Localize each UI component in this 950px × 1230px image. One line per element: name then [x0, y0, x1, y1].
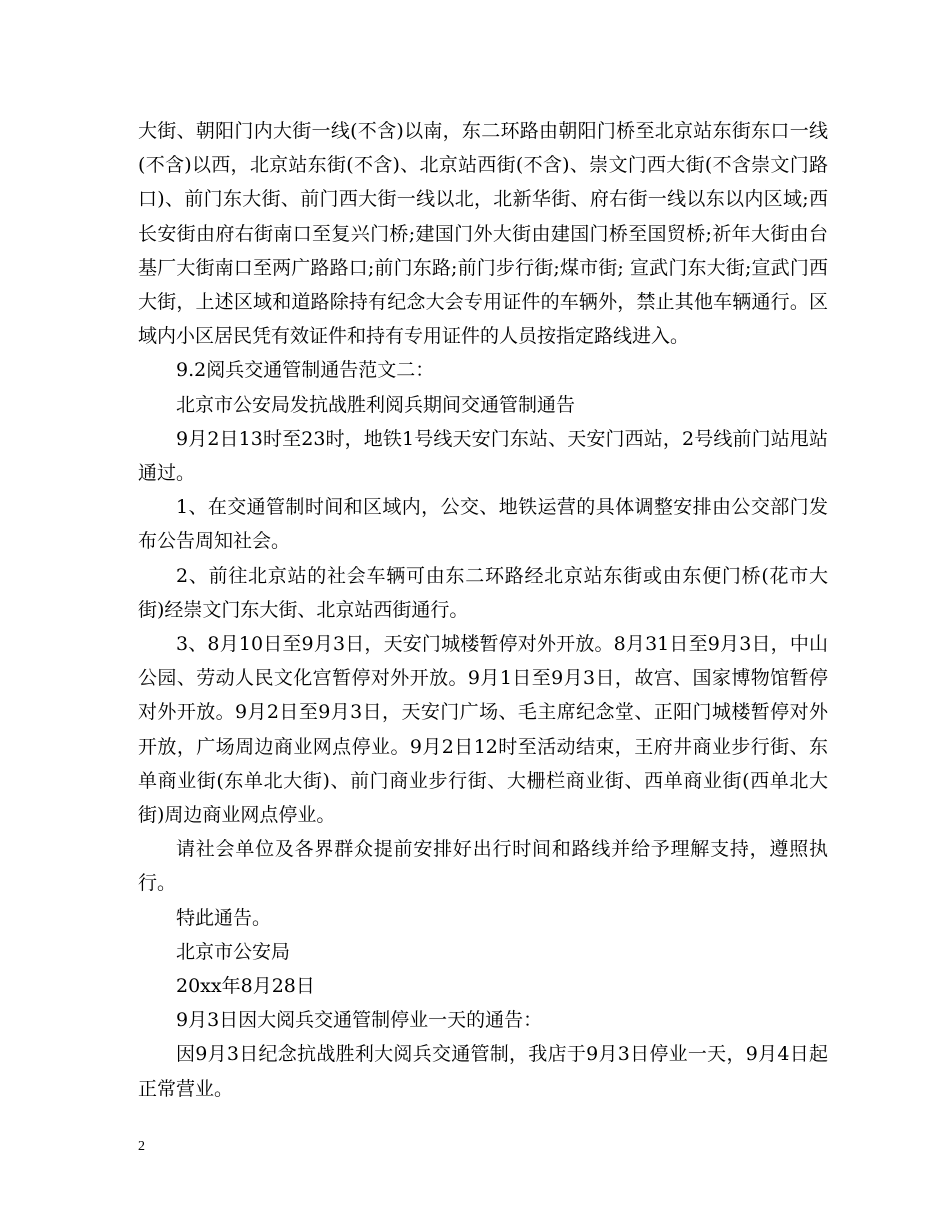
document-body: [138, 114, 828, 1106]
paragraph-item-2: 2、前往北京站的社会车辆可由东二环路经北京站东街或由东便门桥(花市大街)经崇文门东大街、北京站西街通行。: [138, 564, 828, 621]
signature: 北京市公安局: [176, 940, 291, 963]
shop-notice-body: 因9月3日纪念抗战胜利大阅兵交通管制，我店于9月3日停业一天，9月4日起正常营业。: [138, 1043, 828, 1100]
paragraph-closing-formula: 特此通告。: [176, 906, 272, 929]
paragraph-closing-request: 请社会单位及各界群众提前安排好出行时间和路线并给予理解支持，遵照执行。: [138, 838, 828, 895]
paragraph-subway-notice: 9月2日13时至23时，地铁1号线天安门东站、天安门西站，2号线前门站甩站通过。: [138, 427, 828, 485]
page-number: 2: [138, 1139, 145, 1154]
paragraph-item-1: 1、在交通管制时间和区域内，公交、地铁运营的具体调整安排由公交部门发布公告周知社会。: [138, 496, 828, 553]
shop-notice-title: 9月3日因大阅兵交通管制停业一天的通告：: [176, 1009, 543, 1032]
notice-date: 20xx年8月28日: [176, 975, 315, 998]
paragraph-continuation: 大街、朝阳门内大街一线(不含)以南，东二环路由朝阳门桥至北京站东街东口一线(不含)以西，北京站东街(不含)、北京站西街(不含)、崇文门西大街(不含崇文门路口)、前门东大街、前门西大街一线以北，北新华街、府右街一线以东以内区域;西长安街由府右街南口至复兴门桥;建国门外大街由建国门桥至国贸桥;祈年大街由台基厂大街南口至两广路路口;前门东路;前门步行街;煤市街; 宣武门东大街;宣武门西大街，上述区域和道路除持有纪念大会专用证件的车辆外，禁止其他车辆通行。区域内小区居民凭有效证件和持有专用证件的人员按指定路线进入。: [138, 120, 828, 348]
notice-title: 北京市公安局发抗战胜利阅兵期间交通管制通告: [176, 393, 576, 416]
section-heading: 9.2阅兵交通管制通告范文二：: [176, 359, 435, 382]
paragraph-item-3: 3、8月10日至9月3日，天安门城楼暂停对外开放。8月31日至9月3日，中山公园、劳动人民文化宫暂停对外开放。9月1日至9月3日，故宫、国家博物馆暂停对外开放。9月2日至9月3日，天安门广场、毛主席纪念堂、正阳门城楼暂停对外开放，广场周边商业网点停业。9月2日12时至活动结束，王府井商业步行街、东单商业街(东单北大街)、前门商业步行街、大栅栏商业街、西单商业街(西单北大街)周边商业网点停业。: [138, 633, 828, 827]
